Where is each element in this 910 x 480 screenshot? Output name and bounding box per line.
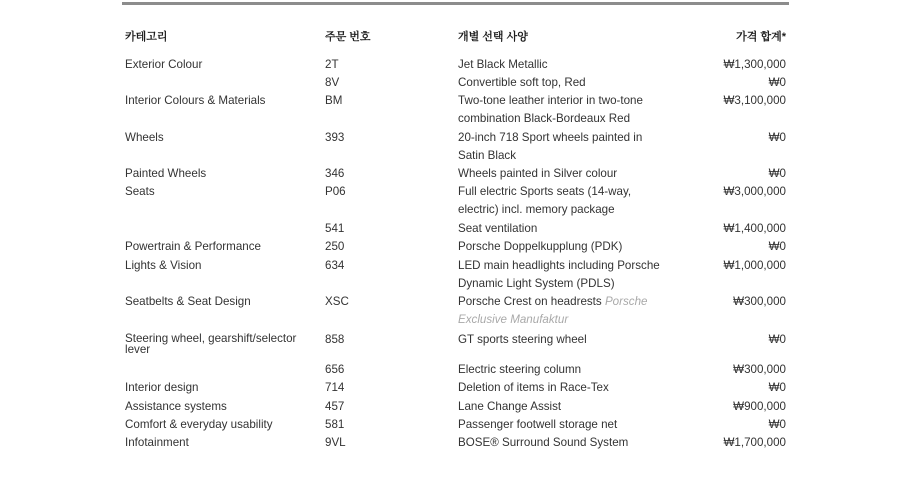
row-category: Powertrain & Performance — [125, 240, 261, 253]
row-option: Lane Change Assist — [458, 400, 562, 413]
row-price: ₩1,000,000 — [723, 259, 786, 272]
row-price: ₩0 — [768, 76, 786, 89]
row-option: Jet Black Metallic — [458, 58, 548, 71]
row-code: 858 — [325, 333, 345, 346]
row-code: BM — [325, 94, 343, 107]
row-option: 20-inch 718 Sport wheels painted in Satin Black — [458, 131, 643, 162]
row-category: Seatbelts & Seat Design — [125, 295, 251, 308]
row-category: Assistance systems — [125, 400, 227, 413]
row-code: 8V — [325, 76, 340, 89]
row-code: 581 — [325, 418, 345, 431]
row-category: Exterior Colour — [125, 58, 203, 71]
row-price: ₩0 — [768, 240, 786, 253]
row-category: Painted Wheels — [125, 167, 207, 180]
row-code: P06 — [325, 185, 346, 198]
row-option: GT sports steering wheel — [458, 333, 587, 346]
row-category: Comfort & everyday usability — [125, 418, 273, 431]
row-category: Steering wheel, gearshift/selector lever — [125, 332, 297, 356]
row-option: Full electric Sports seats (14-way, electric) incl. memory package — [458, 185, 632, 216]
row-code: 714 — [325, 381, 345, 394]
row-category: Lights & Vision — [125, 259, 202, 272]
row-category: Seats — [125, 185, 155, 198]
top-rule — [122, 2, 789, 5]
row-category: Interior design — [125, 381, 199, 394]
row-code: 541 — [325, 222, 345, 235]
row-code: 656 — [325, 363, 345, 376]
row-option: Electric steering column — [458, 363, 582, 376]
row-code: 457 — [325, 400, 345, 413]
row-price: ₩900,000 — [733, 400, 786, 413]
row-price: ₩0 — [768, 381, 786, 394]
row-option: Porsche Doppelkupplung (PDK) — [458, 240, 623, 253]
row-code: 393 — [325, 131, 345, 144]
header-order-code: 주문 번호 — [325, 31, 371, 43]
row-price: ₩1,400,000 — [723, 222, 786, 235]
row-code: 634 — [325, 259, 345, 272]
row-price: ₩300,000 — [733, 295, 786, 308]
row-option-note: Porsche Exclusive Manufaktur — [458, 295, 648, 326]
row-option: Two-tone leather interior in two-tone combination Black-Bordeaux Red — [458, 94, 643, 125]
row-price: ₩3,100,000 — [723, 94, 786, 107]
header-option: 개별 선택 사양 — [458, 31, 528, 43]
row-price: ₩3,000,000 — [723, 185, 786, 198]
row-price: ₩1,300,000 — [723, 58, 786, 71]
row-option: Convertible soft top, Red — [458, 76, 586, 89]
row-price: ₩0 — [768, 418, 786, 431]
row-option: Passenger footwell storage net — [458, 418, 618, 431]
row-code: 2T — [325, 58, 339, 71]
row-code: 250 — [325, 240, 345, 253]
row-price: ₩0 — [768, 333, 786, 346]
header-price-total: 가격 합계* — [736, 31, 786, 43]
row-option-text: Porsche Crest on headrests — [458, 295, 602, 308]
row-code: 346 — [325, 167, 345, 180]
row-option: Wheels painted in Silver colour — [458, 167, 618, 180]
row-category: Infotainment — [125, 436, 189, 449]
row-option: BOSE® Surround Sound System — [458, 436, 629, 449]
row-option — [458, 293, 668, 329]
header-category: 카테고리 — [125, 31, 168, 43]
row-category: Wheels — [125, 131, 164, 144]
row-option: Seat ventilation — [458, 222, 538, 235]
row-price: ₩1,700,000 — [723, 436, 786, 449]
row-option: Deletion of items in Race-Tex — [458, 381, 609, 394]
row-code: 9VL — [325, 436, 346, 449]
row-price: ₩300,000 — [733, 363, 786, 376]
row-code: XSC — [325, 295, 349, 308]
row-option: LED main headlights including Porsche Dynamic Light System (PDLS) — [458, 259, 660, 290]
row-category: Interior Colours & Materials — [125, 94, 266, 107]
row-price: ₩0 — [768, 131, 786, 144]
row-price: ₩0 — [768, 167, 786, 180]
